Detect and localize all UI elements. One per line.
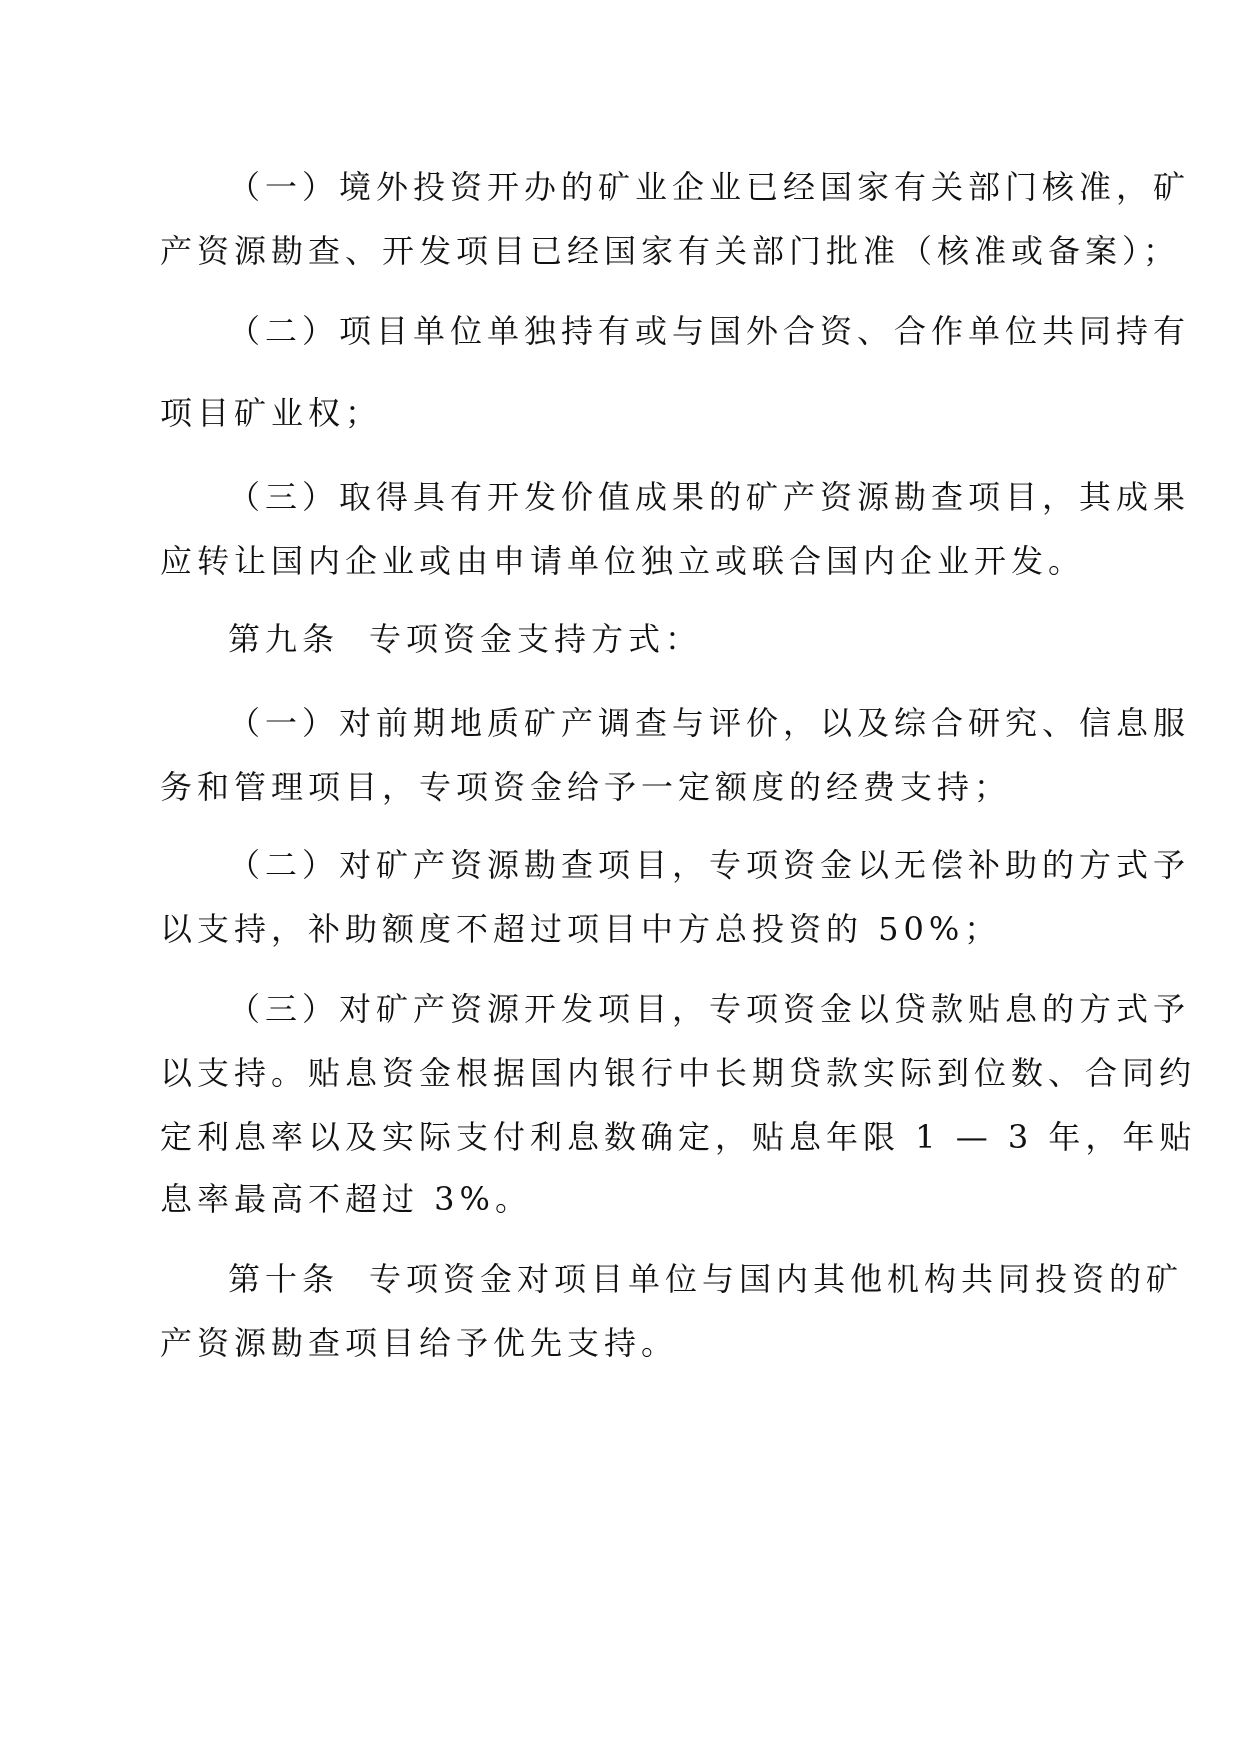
- paragraph-4-line-1: （一）对前期地质矿产调查与评价，以及综合研究、信息服: [228, 704, 1191, 742]
- paragraph-2-line-1: （二）项目单位单独持有或与国外合资、合作单位共同持有: [228, 312, 1191, 350]
- article-10-text: 专项资金对项目单位与国内其他机构共同投资的矿: [369, 1260, 1184, 1298]
- article-9-label: 第九条: [228, 620, 340, 658]
- article-10-label: 第十条: [228, 1260, 340, 1298]
- article-9-line-1: [228, 618, 702, 660]
- paragraph-6-line-2: 以支持。贴息资金根据国内银行中长期贷款实际到位数、合同约: [160, 1054, 1197, 1092]
- paragraph-5-line-1: （二）对矿产资源勘查项目，专项资金以无偿补助的方式予: [228, 846, 1191, 884]
- paragraph-2-line-2: 项目矿业权；: [160, 394, 383, 432]
- article-10-line-2: 产资源勘查项目给予优先支持。: [160, 1324, 679, 1362]
- paragraph-1-line-1: （一）境外投资开办的矿业企业已经国家有关部门核准，矿: [228, 168, 1191, 206]
- paragraph-3-line-1: （三）取得具有开发价值成果的矿产资源勘查项目，其成果: [228, 478, 1191, 516]
- article-9-text: 专项资金支持方式：: [369, 620, 703, 658]
- paragraph-4-line-2: 务和管理项目，专项资金给予一定额度的经费支持；: [160, 768, 1012, 806]
- paragraph-6-line-4: 息率最高不超过 3%。: [160, 1180, 532, 1218]
- article-10-line-1: [228, 1258, 1183, 1300]
- paragraph-3-line-2: 应转让国内企业或由申请单位独立或联合国内企业开发。: [160, 542, 1086, 580]
- paragraph-6-line-1: （三）对矿产资源开发项目，专项资金以贷款贴息的方式予: [228, 990, 1191, 1028]
- paragraph-5-line-2: 以支持，补助额度不超过项目中方总投资的 50%；: [160, 910, 1002, 948]
- paragraph-6-line-3: 定利息率以及实际支付利息数确定，贴息年限 1 — 3 年，年贴: [160, 1118, 1197, 1156]
- paragraph-1-line-2: 产资源勘查、开发项目已经国家有关部门批准（核准或备案）；: [160, 232, 1181, 270]
